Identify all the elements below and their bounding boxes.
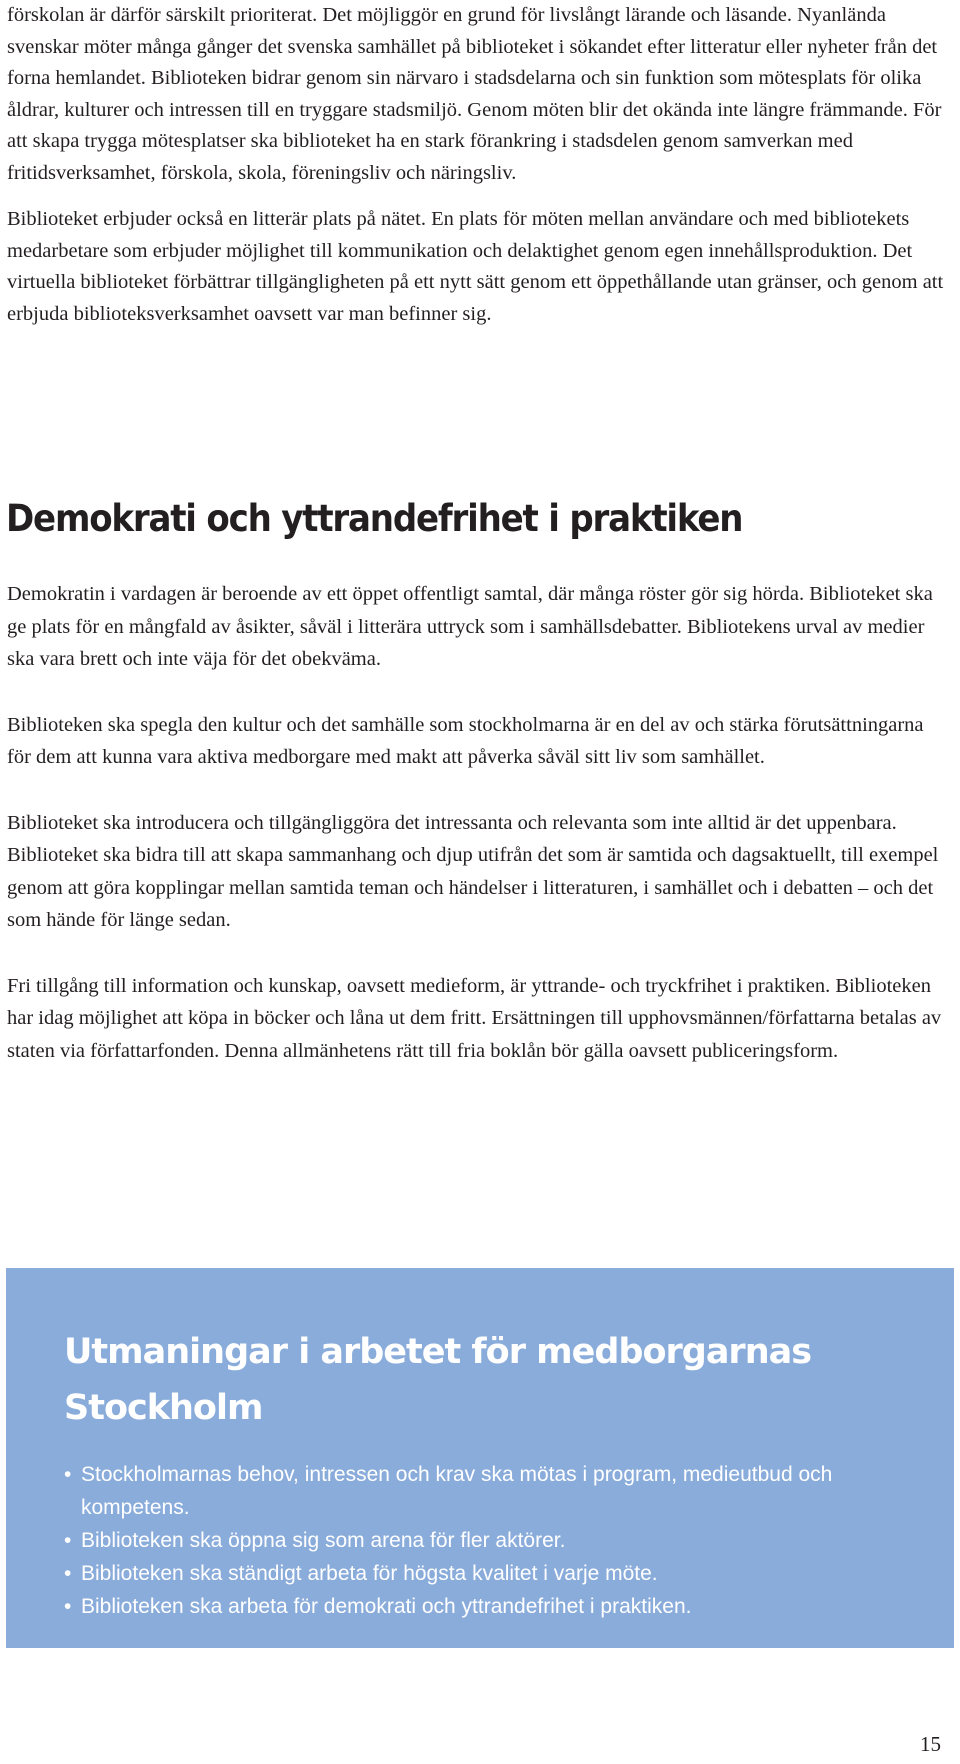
list-item-text: Stockholmarnas behov, intressen och krav ska mötas i program, medieutbud och kompetens. [81,1463,833,1519]
challenges-box [6,1268,954,1648]
page-number: 15 [920,1732,941,1756]
bullet-icon: • [64,1529,72,1552]
section-heading: Demokrati och yttrandefrihet i praktiken [6,497,743,540]
intro-text [7,0,952,345]
list-item-text: Biblioteken ska ständigt arbeta för högsta kvalitet i varje möte. [81,1562,658,1585]
bullet-icon: • [64,1562,72,1585]
section-paragraph-2: Biblioteken ska spegla den kultur och det samhälle som stockholmarna är en del av och stärka förutsättningarna för dem att kunna vara aktiva medborgare med makt att påverka såväl sitt liv som samhället. [7,713,924,768]
section-body [7,578,952,1100]
bullet-icon: • [64,1595,72,1618]
list-item [64,1590,904,1623]
list-item [64,1524,904,1557]
challenges-box-title-line-2: Stockholm [64,1388,263,1428]
intro-paragraph-2: Biblioteket erbjuder också en litterär plats på nätet. En plats för möten mellan användare och med bibliotekets medarbetare som erbjuder möjlighet till kommunikation och delaktighet genom egen innehållsproduktion. Det virtuella biblioteket förbättrar tillgängligheten på ett nytt sätt genom ett öppethållande utan gränser, och genom att erbjuda biblioteksverksamhet oavsett var man befinner sig. [7,208,944,325]
list-item [64,1458,904,1524]
list-item-text: Biblioteken ska öppna sig som arena för fler aktörer. [81,1529,566,1552]
list-item [64,1557,904,1590]
intro-paragraph-1: förskolan är därför särskilt prioriterat. Det möjliggör en grund för livslångt lärande och läsande. Nyanlända svenskar möter många gånger det svenska samhället på biblioteket i sökandet efter litteratur eller nyheter från det forna hemlandet. Biblioteken bidrar genom sin närvaro i stadsdelarna och sin funktion som mötesplats för olika åldrar, kulturer och intressen till en tryggare stadsmiljö. Genom möten blir det okända inte längre främmande. För att skapa trygga mötesplatser ska biblioteket ha en stark förankring i stadsdelen genom samverkan med fritidsverksamhet, förskola, skola, föreningsliv och näringsliv. [7,4,942,184]
bullet-icon: • [64,1463,72,1486]
challenges-box-title-line-1: Utmaningar i arbetet för medborgarnas [64,1332,812,1372]
section-paragraph-1: Demokratin i vardagen är beroende av ett öppet offentligt samtal, där många röster gör sig hörda. Biblioteket ska ge plats för en mångfald av åsikter, såväl i litterära uttryck som i samhällsdebatter. Bibliotekens urval av medier ska vara brett och inte väja för det obekväma. [7,583,933,670]
challenges-box-title [64,1324,884,1436]
section-paragraph-3: Biblioteket ska introducera och tillgängliggöra det intressanta och relevanta som inte alltid är det uppenbara. Biblioteket ska bidra till att skapa sammanhang och djup utifrån det som är samtida och dagsaktuellt, till exempel genom att göra kopplingar mellan samtida teman och händelser i litteraturen, i samhället och i debatten – och det som hände för länge sedan. [7,811,939,931]
list-item-text: Biblioteken ska arbeta för demokrati och yttrandefrihet i praktiken. [81,1595,692,1618]
challenges-list [64,1458,904,1623]
section-paragraph-4: Fri tillgång till information och kunskap, oavsett medieform, är yttrande- och tryckfrihet i praktiken. Biblioteken har idag möjlighet att köpa in böcker och låna ut dem fritt. Ersättningen till upphovsmännen/författarna betalas av staten via författarfonden. Denna allmänhetens rätt till fria boklån bör gälla oavsett publiceringsform. [7,974,942,1062]
